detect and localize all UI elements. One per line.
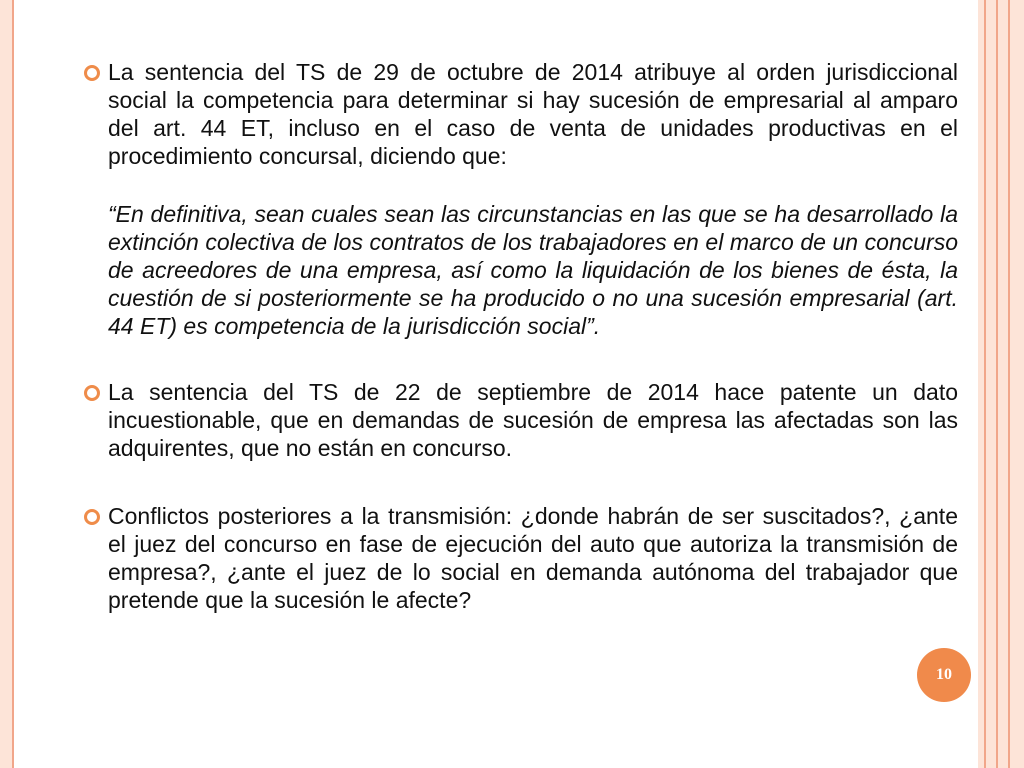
bullet-item-ts-22-septiembre (84, 378, 958, 462)
left-decorative-band (0, 0, 14, 768)
bullet-item-ts-29-octubre (84, 58, 958, 170)
bullet-text: Conflictos posteriores a la transmisión: ¿donde habrán de ser suscitados?, ¿ante el juez del concurso en fase de ejecución del auto que autoriza la transmisión de empresa?, ¿ante el juez de lo social en demanda autónoma del trabajador que pretende que la sucesión le afecte? (108, 503, 958, 613)
bullet-item-conflictos (84, 502, 958, 614)
ring-bullet-icon (84, 65, 100, 81)
band-stripe (984, 0, 986, 768)
right-decorative-band (978, 0, 1024, 768)
quote-block: “En definitiva, sean cuales sean las circunstancias en las que se ha desarrollado la extinción colectiva de los contratos de los trabajadores en el marco de un concurso de acreedores de una empresa, así como la liquidación de los bienes de ésta, la cuestión de si posteriormente se ha producido o no una sucesión empresarial (art. 44 ET) es competencia de la jurisdicción social”. (108, 201, 958, 339)
page-number-badge: 10 (917, 648, 971, 702)
band-stripe (996, 0, 998, 768)
band-stripe (1008, 0, 1010, 768)
bullet-text: La sentencia del TS de 29 de octubre de 2014 atribuye al orden jurisdiccional social la competencia para determinar si hay sucesión de empresarial al amparo del art. 44 ET, incluso en el caso de venta de unidades productivas en el procedimiento concursal, diciendo que: (108, 59, 958, 169)
ring-bullet-icon (84, 385, 100, 401)
bullet-text: La sentencia del TS de 22 de septiembre de 2014 hace patente un dato incuestionable, que en demandas de sucesión de empresa las afectadas son las adquirentes, que no están en concurso. (108, 379, 958, 461)
ring-bullet-icon (84, 509, 100, 525)
slide-content (84, 58, 958, 614)
